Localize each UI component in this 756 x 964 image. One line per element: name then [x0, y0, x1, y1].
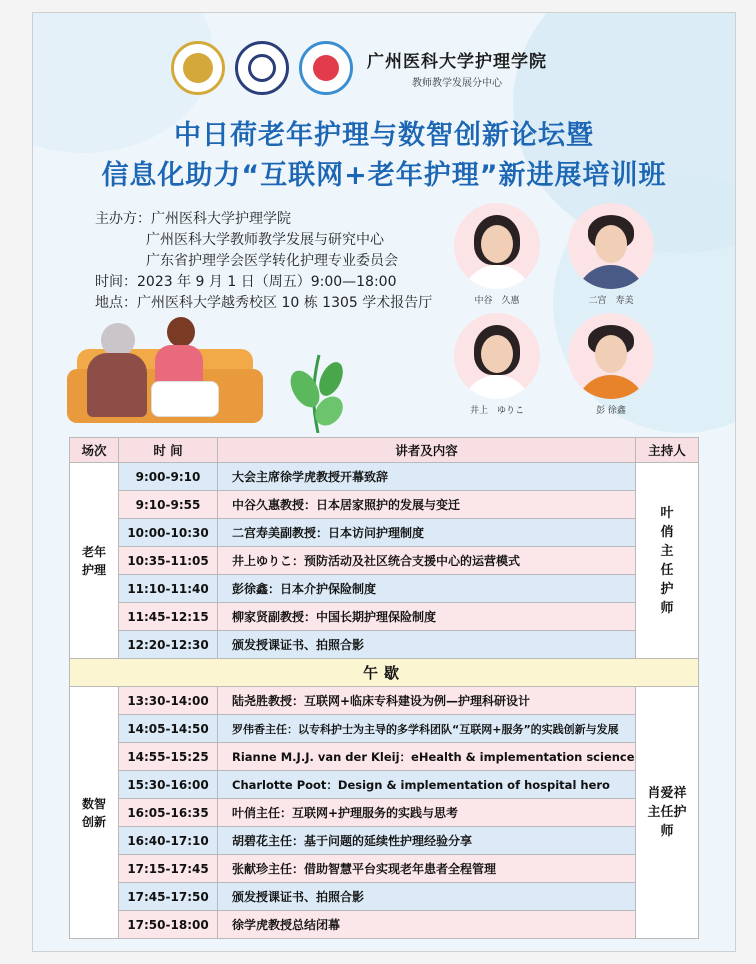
content-cell: 张献珍主任：借助智慧平台实现老年患者全程管理 — [218, 855, 636, 883]
lunch-row — [70, 659, 699, 687]
table-row — [70, 519, 699, 547]
school-name: 广州医科大学护理学院 — [367, 52, 547, 72]
time-cell: 12:20-12:30 — [119, 631, 218, 659]
content-cell: 中谷久惠教授：日本居家照护的发展与变迁 — [218, 491, 636, 519]
speaker-card — [447, 203, 547, 306]
table-row — [70, 463, 699, 491]
event-place: 地点：广州医科大学越秀校区 10 栋 1305 学术报告厅 — [95, 295, 433, 311]
time-cell: 17:15-17:45 — [119, 855, 218, 883]
content-cell: Rianne M.J.J. van der Kleij：eHealth & implementation science — [218, 743, 636, 771]
table-row — [70, 547, 699, 575]
time-cell: 11:45-12:15 — [119, 603, 218, 631]
school-subname: 教师教学发展分中心 — [412, 78, 502, 89]
content-cell: 二宫寿美副教授：日本访问护理制度 — [218, 519, 636, 547]
table-row — [70, 883, 699, 911]
speaker-photo — [454, 313, 540, 399]
table-row — [70, 603, 699, 631]
poster-title-line2: 信息化助力“互联网+老年护理”新进展培训班 — [101, 160, 667, 191]
conference-poster — [32, 12, 736, 952]
table-row — [70, 715, 699, 743]
logo-row — [171, 41, 547, 95]
schedule-table — [69, 437, 699, 939]
speaker-photo — [568, 313, 654, 399]
time-cell: 10:35-11:05 — [119, 547, 218, 575]
session-label: 老年护理 — [70, 463, 119, 659]
table-row — [70, 799, 699, 827]
school-name-block — [367, 47, 547, 89]
table-row — [70, 491, 699, 519]
time-cell: 17:50-18:00 — [119, 911, 218, 939]
header-content: 讲者及内容 — [218, 438, 636, 463]
table-row — [70, 855, 699, 883]
table-row — [70, 743, 699, 771]
header-time: 时 间 — [119, 438, 218, 463]
time-cell: 11:10-11:40 — [119, 575, 218, 603]
content-cell: 罗伟香主任：以专科护士为主导的多学科团队“互联网+服务”的实践创新与发展 — [218, 715, 636, 743]
table-row — [70, 687, 699, 715]
university-emblem-icon — [235, 41, 289, 95]
speaker-card — [561, 203, 661, 306]
time-cell: 15:30-16:00 — [119, 771, 218, 799]
header-host: 主持人 — [636, 438, 699, 463]
table-row — [70, 911, 699, 939]
viewer-toolbar-strip — [0, 0, 756, 10]
time-cell: 10:00-10:30 — [119, 519, 218, 547]
organizer-3: 广东省护理学会医学转化护理专业委员会 — [146, 253, 398, 269]
time-cell: 9:10-9:55 — [119, 491, 218, 519]
session-label: 数智创新 — [70, 687, 119, 939]
organizer-1: 广州医科大学护理学院 — [151, 211, 291, 227]
table-header-row — [70, 438, 699, 463]
content-cell: 彭徐鑫：日本介护保险制度 — [218, 575, 636, 603]
speaker-name: 中谷 久惠 — [474, 296, 520, 306]
time-cell: 13:30-14:00 — [119, 687, 218, 715]
speaker-name: 二宫 寿美 — [588, 296, 634, 306]
content-cell: 叶俏主任：互联网+护理服务的实践与思考 — [218, 799, 636, 827]
time-cell: 14:05-14:50 — [119, 715, 218, 743]
table-row — [70, 771, 699, 799]
time-cell: 16:05-16:35 — [119, 799, 218, 827]
content-cell: 陆尧胜教授：互联网+临床专科建设为例—护理科研设计 — [218, 687, 636, 715]
table-row — [70, 827, 699, 855]
header-session: 场次 — [70, 438, 119, 463]
lunch-label: 午歇 — [70, 659, 699, 687]
speaker-name: 彭 徐鑫 — [596, 406, 626, 416]
content-cell: 井上ゆりこ：预防活动及社区统合支援中心的运营模式 — [218, 547, 636, 575]
content-cell: 颁发授课证书、拍照合影 — [218, 883, 636, 911]
speaker-card — [447, 313, 547, 416]
speaker-photo — [568, 203, 654, 289]
organizers-label: 主办方： — [95, 211, 151, 227]
time-cell: 14:55-15:25 — [119, 743, 218, 771]
nursing-college-logo-icon — [171, 41, 225, 95]
event-info — [95, 209, 432, 314]
speaker-photo — [454, 203, 540, 289]
content-cell: 大会主席徐学虎教授开幕致辞 — [218, 463, 636, 491]
content-cell: Charlotte Poot：Design & implementation of hospital hero — [218, 771, 636, 799]
poster-title-line1: 中日荷老年护理与数智创新论坛暨 — [174, 120, 594, 151]
time-cell: 16:40-17:10 — [119, 827, 218, 855]
content-cell: 徐学虎教授总结闭幕 — [218, 911, 636, 939]
plant-icon — [283, 349, 353, 433]
content-cell: 柳家贤副教授：中国长期护理保险制度 — [218, 603, 636, 631]
teaching-center-logo-icon — [299, 41, 353, 95]
content-cell: 颁发授课证书、拍照合影 — [218, 631, 636, 659]
speaker-name: 井上 ゆりこ — [469, 406, 524, 416]
speaker-card — [561, 313, 661, 416]
organizer-2: 广州医科大学教师教学发展与研究中心 — [146, 232, 384, 248]
host-cell: 叶俏主任护师 — [636, 463, 699, 659]
table-row — [70, 575, 699, 603]
content-cell: 胡碧花主任：基于问题的延续性护理经验分享 — [218, 827, 636, 855]
time-cell: 9:00-9:10 — [119, 463, 218, 491]
table-row — [70, 631, 699, 659]
event-time: 时间：2023 年 9 月 1 日（周五）9:00—18:00 — [95, 274, 397, 290]
host-cell: 肖爱祥主任护师 — [636, 687, 699, 939]
time-cell: 17:45-17:50 — [119, 883, 218, 911]
